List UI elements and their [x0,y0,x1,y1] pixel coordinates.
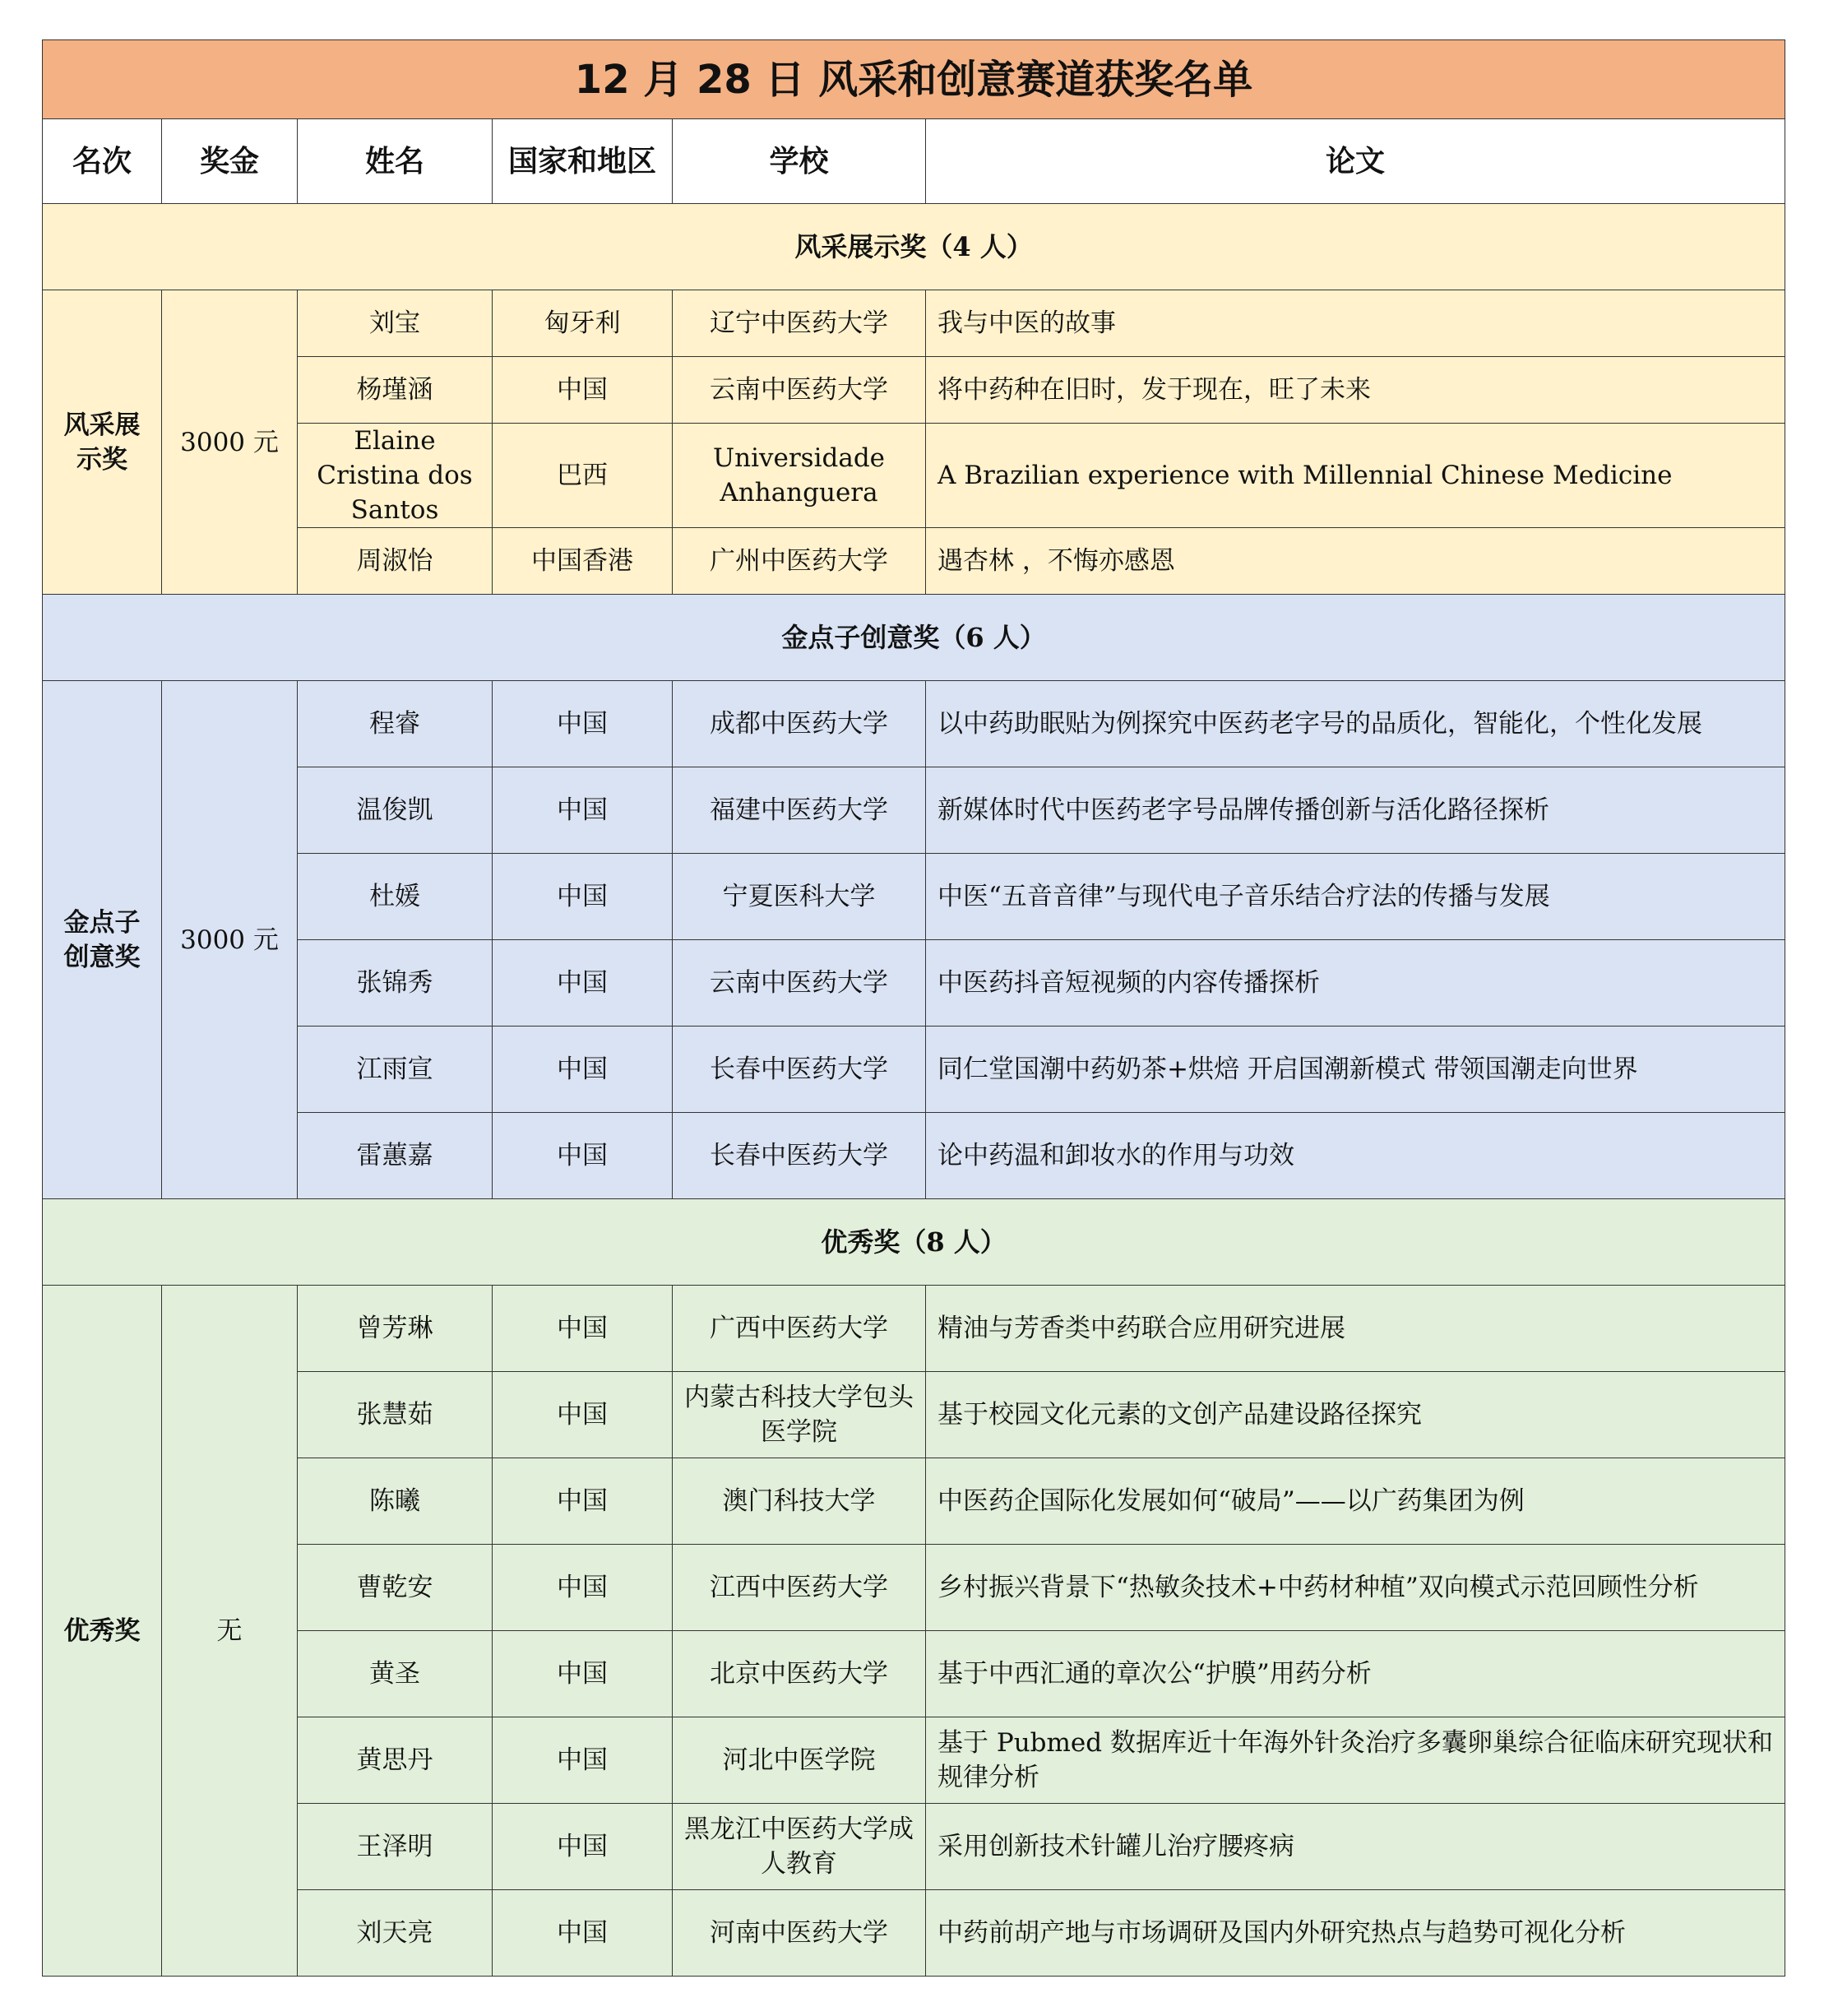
school-name: 云南中医药大学 [673,940,926,1027]
school-name: 澳门科技大学 [673,1458,926,1545]
school-name: 广西中医药大学 [673,1286,926,1372]
header-paper: 论文 [926,119,1785,204]
paper-title: 基于校园文化元素的文创产品建设路径探究 [926,1372,1785,1458]
school-name: 江西中医药大学 [673,1545,926,1631]
paper-title: 精油与芳香类中药联合应用研究进展 [926,1286,1785,1372]
country-region: 中国 [493,767,673,854]
header-name: 姓名 [298,119,493,204]
prize-amount: 3000 元 [162,290,298,595]
country-region: 中国 [493,1458,673,1545]
paper-title: 我与中医的故事 [926,290,1785,357]
winner-name: 周淑怡 [298,528,493,595]
paper-title: 新媒体时代中医药老字号品牌传播创新与活化路径探析 [926,767,1785,854]
country-region: 中国 [493,940,673,1027]
award-list-table [42,39,1785,1977]
header-row [43,119,1785,204]
country-region: 中国 [493,1717,673,1804]
country-region: 中国 [493,1804,673,1890]
winner-name: 张慧茹 [298,1372,493,1458]
paper-title: 同仁堂国潮中药奶茶+烘焙 开启国潮新模式 带领国潮走向世界 [926,1027,1785,1113]
school-name: 长春中医药大学 [673,1027,926,1113]
section-heading: 优秀奖（8 人） [43,1199,1785,1286]
paper-title: 将中药种在旧时，发于现在，旺了未来 [926,357,1785,424]
paper-title: 中医“五音音律”与现代电子音乐结合疗法的传播与发展 [926,854,1785,940]
school-name: 北京中医药大学 [673,1631,926,1717]
table-row [43,1113,1785,1199]
paper-title: 中医药企国际化发展如何“破局”——以广药集团为例 [926,1458,1785,1545]
country-region: 中国 [493,854,673,940]
paper-title: 中医药抖音短视频的内容传播探析 [926,940,1785,1027]
award-category: 风采展 示奖 [43,290,162,595]
country-region: 中国 [493,1545,673,1631]
winner-name: 张锦秀 [298,940,493,1027]
winner-name: 黄思丹 [298,1717,493,1804]
section-idea-award-heading-row [43,595,1785,681]
page-title: 12 月 28 日 风采和创意赛道获奖名单 [43,40,1785,119]
school-name: 河南中医药大学 [673,1890,926,1977]
paper-title: 基于中西汇通的章次公“护膜”用药分析 [926,1631,1785,1717]
table-row [43,1545,1785,1631]
country-region: 中国 [493,1631,673,1717]
winner-name: 陈曦 [298,1458,493,1545]
table-row [43,290,1785,357]
winner-name: 江雨宣 [298,1027,493,1113]
school-name: 河北中医学院 [673,1717,926,1804]
school-name: 广州中医药大学 [673,528,926,595]
header-school: 学校 [673,119,926,204]
award-category: 优秀奖 [43,1286,162,1977]
school-name: 云南中医药大学 [673,357,926,424]
table-row [43,940,1785,1027]
winner-name: 程睿 [298,681,493,767]
prize-amount: 3000 元 [162,681,298,1199]
country-region: 中国 [493,1286,673,1372]
header-rank: 名次 [43,119,162,204]
table-row [43,854,1785,940]
table-row [43,1631,1785,1717]
school-name: 内蒙古科技大学包头医学院 [673,1372,926,1458]
country-region: 巴西 [493,424,673,528]
country-region: 中国 [493,681,673,767]
winner-name: 王泽明 [298,1804,493,1890]
table-row [43,1372,1785,1458]
paper-title: A Brazilian experience with Millennial Chinese Medicine [926,424,1785,528]
section-merit-award-heading-row [43,1199,1785,1286]
table-row [43,767,1785,854]
country-region: 匈牙利 [493,290,673,357]
school-name: 福建中医药大学 [673,767,926,854]
winner-name: Elaine Cristina dos Santos [298,424,493,528]
country-region: 中国 [493,1027,673,1113]
country-region: 中国 [493,1113,673,1199]
table-row [43,681,1785,767]
winner-name: 刘宝 [298,290,493,357]
paper-title: 采用创新技术针罐儿治疗腰疼病 [926,1804,1785,1890]
paper-title: 乡村振兴背景下“热敏灸技术+中药材种植”双向模式示范回顾性分析 [926,1545,1785,1631]
table-row [43,1458,1785,1545]
paper-title: 基于 Pubmed 数据库近十年海外针灸治疗多囊卵巢综合征临床研究现状和规律分析 [926,1717,1785,1804]
table-row [43,424,1785,528]
winner-name: 曹乾安 [298,1545,493,1631]
winner-name: 黄圣 [298,1631,493,1717]
paper-title: 中药前胡产地与市场调研及国内外研究热点与趋势可视化分析 [926,1890,1785,1977]
school-name: 长春中医药大学 [673,1113,926,1199]
winner-name: 杨瑾涵 [298,357,493,424]
country-region: 中国 [493,1890,673,1977]
country-region: 中国 [493,1372,673,1458]
table-row [43,357,1785,424]
paper-title: 论中药温和卸妆水的作用与功效 [926,1113,1785,1199]
country-region: 中国香港 [493,528,673,595]
section-heading: 金点子创意奖（6 人） [43,595,1785,681]
school-name: 成都中医药大学 [673,681,926,767]
winner-name: 刘天亮 [298,1890,493,1977]
award-category: 金点子 创意奖 [43,681,162,1199]
header-country: 国家和地区 [493,119,673,204]
table-row [43,528,1785,595]
header-prize: 奖金 [162,119,298,204]
section-heading: 风采展示奖（4 人） [43,204,1785,290]
table-row [43,1027,1785,1113]
winner-name: 杜媛 [298,854,493,940]
school-name: 黑龙江中医药大学成人教育 [673,1804,926,1890]
table-row [43,1286,1785,1372]
school-name: 宁夏医科大学 [673,854,926,940]
school-name: Universidade Anhanguera [673,424,926,528]
school-name: 辽宁中医药大学 [673,290,926,357]
prize-amount: 无 [162,1286,298,1977]
table-row [43,1890,1785,1977]
winner-name: 雷蕙嘉 [298,1113,493,1199]
country-region: 中国 [493,357,673,424]
table-row [43,1717,1785,1804]
winner-name: 温俊凯 [298,767,493,854]
winner-name: 曾芳琳 [298,1286,493,1372]
section-style-award-heading-row [43,204,1785,290]
table-row [43,1804,1785,1890]
paper-title: 以中药助眠贴为例探究中医药老字号的品质化，智能化，个性化发展 [926,681,1785,767]
paper-title: 遇杏林 ，不悔亦感恩 [926,528,1785,595]
